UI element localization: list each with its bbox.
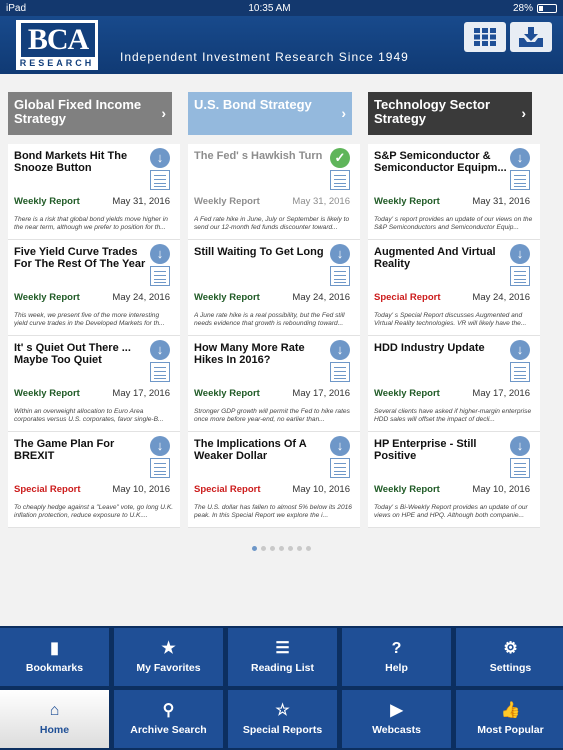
report-card[interactable] (8, 144, 180, 240)
report-date: May 24, 2016 (472, 292, 530, 303)
star-doc-icon: ☆ (275, 702, 290, 719)
report-title: The Fed' s Hawkish Turn (194, 150, 323, 162)
download-icon[interactable]: ↓ (510, 340, 530, 360)
report-title: S&P Semiconductor & Semiconductor Equipm... (374, 150, 507, 174)
document-icon[interactable] (330, 170, 350, 190)
report-date: May 10, 2016 (112, 484, 170, 495)
report-date: May 24, 2016 (292, 292, 350, 303)
report-type: Weekly Report (14, 196, 80, 207)
document-icon[interactable] (150, 170, 170, 190)
report-type: Special Report (14, 484, 81, 495)
page-dot[interactable] (306, 546, 311, 551)
report-date: May 17, 2016 (112, 388, 170, 399)
download-icon[interactable]: ↓ (510, 436, 530, 456)
home-icon: ⌂ (49, 702, 60, 719)
report-date: May 31, 2016 (112, 196, 170, 207)
tab-label: Special Reports (242, 724, 323, 736)
document-icon[interactable] (150, 362, 170, 382)
tagline: Independent Investment Research Since 1949 (120, 50, 409, 64)
chevron-right-icon: › (521, 105, 526, 121)
tab-label: Home (39, 724, 70, 736)
tab-reading-list[interactable] (228, 628, 337, 686)
report-title: The Implications Of A Weaker Dollar (194, 438, 307, 462)
report-type: Special Report (374, 292, 441, 303)
report-title: Bond Markets Hit The Snooze Button (14, 150, 128, 174)
report-date: May 31, 2016 (472, 196, 530, 207)
downloads-button[interactable] (510, 22, 552, 52)
tab-label: Webcasts (372, 724, 421, 736)
report-summary: There is a risk that global bond yields move higher in the near term, although we prefer to position for th... (14, 216, 168, 231)
report-card[interactable] (368, 240, 540, 336)
document-icon[interactable] (330, 458, 350, 478)
page-dot[interactable] (252, 546, 257, 551)
report-card[interactable] (368, 144, 540, 240)
report-title: Five Yield Curve Trades For The Rest Of The Year (14, 246, 146, 270)
report-summary: Today' s Bi-Weekly Report provides an update of our views on HPE and HPQ. Although both companie... (374, 504, 528, 519)
report-title: Still Waiting To Get Long (194, 246, 324, 258)
report-title: The Game Plan For BREXIT (14, 438, 115, 462)
report-card[interactable] (188, 240, 360, 336)
tab-label: Settings (489, 662, 532, 674)
tab-webcasts[interactable] (342, 690, 451, 748)
report-card[interactable] (188, 336, 360, 432)
gear-icon: ⚙ (503, 640, 518, 657)
report-type: Weekly Report (14, 292, 80, 303)
report-card[interactable] (368, 336, 540, 432)
report-date: May 17, 2016 (472, 388, 530, 399)
report-card[interactable] (8, 240, 180, 336)
report-date: May 24, 2016 (112, 292, 170, 303)
download-tray-icon (519, 27, 543, 47)
report-type: Weekly Report (374, 196, 440, 207)
report-date: May 10, 2016 (292, 484, 350, 495)
download-icon[interactable]: ↓ (150, 436, 170, 456)
report-summary: A June rate hike is a real possibility, but the Fed still needs evidence that growth is rebounding toward... (194, 312, 345, 327)
document-icon[interactable] (150, 266, 170, 286)
tab-most-popular[interactable] (456, 690, 563, 748)
report-type: Weekly Report (374, 388, 440, 399)
carrier-label: iPad (6, 2, 27, 14)
report-card[interactable] (188, 144, 360, 240)
document-icon[interactable] (330, 266, 350, 286)
document-icon[interactable] (510, 170, 530, 190)
page-dot[interactable] (288, 546, 293, 551)
document-icon[interactable] (150, 458, 170, 478)
report-type: Weekly Report (194, 388, 260, 399)
battery-icon (537, 4, 557, 13)
report-title: HP Enterprise - Still Positive (374, 438, 477, 462)
report-type: Weekly Report (374, 484, 440, 495)
report-card[interactable] (8, 336, 180, 432)
play-icon: ▶ (390, 702, 403, 719)
tab-label: Archive Search (130, 724, 207, 736)
column-header-title: Global Fixed Income Strategy (14, 97, 142, 126)
tab-label: Bookmarks (25, 662, 84, 674)
bca-logo: BCA RESEARCH (16, 20, 98, 70)
tab-special-reports[interactable] (228, 690, 337, 748)
column-header[interactable] (188, 92, 352, 135)
report-summary: Stronger GDP growth will permit the Fed to hike rates once more before year-end, no earlier than... (194, 408, 350, 423)
report-summary: A Fed rate hike in June, July or September is likely to send our 12-month fed funds discounter toward... (194, 216, 350, 231)
checkmark-icon[interactable]: ✓ (330, 148, 350, 168)
thumbs-up-icon: 👍 (500, 702, 521, 719)
report-card[interactable] (188, 432, 360, 528)
status-bar (0, 0, 563, 16)
report-card[interactable] (8, 432, 180, 528)
report-title: How Many More Rate Hikes In 2016? (194, 342, 305, 366)
download-icon[interactable]: ↓ (330, 340, 350, 360)
report-columns (0, 74, 563, 626)
column-header[interactable] (368, 92, 532, 135)
app-header (0, 16, 563, 74)
download-icon[interactable]: ↓ (150, 244, 170, 264)
tab-label: Help (385, 662, 408, 674)
column-header-title: U.S. Bond Strategy (194, 97, 312, 112)
download-icon[interactable]: ↓ (510, 148, 530, 168)
tab-label: My Favorites (136, 662, 201, 674)
battery-indicator (513, 3, 557, 14)
page-dot[interactable] (297, 546, 302, 551)
report-summary: This week, we present five of the more interesting yield curve trades in the Developed Markets for th... (14, 312, 165, 327)
page-indicator[interactable] (0, 546, 563, 551)
question-icon: ? (391, 640, 402, 657)
report-type: Weekly Report (194, 292, 260, 303)
download-icon[interactable]: ↓ (510, 244, 530, 264)
download-icon[interactable]: ↓ (330, 244, 350, 264)
bookmark-icon: ▮ (50, 640, 59, 657)
chevron-right-icon: › (161, 105, 166, 121)
report-summary: Within an overweight allocation to Euro Area corporates versus U.S. corporates, favor single-B... (14, 408, 164, 423)
clock: 10:35 AM (248, 2, 291, 14)
report-summary: Several clients have asked if higher-margin enterprise HDD sales will offset the impact of decli... (374, 408, 532, 423)
column-header-title: Technology Sector Strategy (374, 97, 491, 126)
download-icon[interactable]: ↓ (330, 436, 350, 456)
document-icon[interactable] (330, 362, 350, 382)
report-date: May 17, 2016 (292, 388, 350, 399)
report-type: Weekly Report (194, 196, 260, 207)
report-type: Special Report (194, 484, 261, 495)
star-icon: ★ (161, 640, 176, 657)
document-icon[interactable] (510, 266, 530, 286)
report-summary: To cheaply hedge against a "Leave" vote, go long U.K. inflation protection, reduce exposure to U.K.... (14, 504, 174, 519)
tab-help[interactable] (342, 628, 451, 686)
tab-settings[interactable] (456, 628, 563, 686)
tab-label: Reading List (250, 662, 314, 674)
report-title: It' s Quiet Out There ... Maybe Too Quiet (14, 342, 131, 366)
page-dot[interactable] (270, 546, 275, 551)
download-icon[interactable]: ↓ (150, 148, 170, 168)
report-card[interactable] (368, 432, 540, 528)
tab-archive-search[interactable] (114, 690, 223, 748)
tab-home[interactable] (0, 690, 109, 748)
report-date: May 31, 2016 (292, 196, 350, 207)
report-title: HDD Industry Update (374, 342, 485, 354)
tab-my-favorites[interactable] (114, 628, 223, 686)
report-title: Augmented And Virtual Reality (374, 246, 496, 270)
page-dot[interactable] (279, 546, 284, 551)
report-type: Weekly Report (14, 388, 80, 399)
grid-icon (474, 28, 496, 46)
document-icon[interactable] (510, 458, 530, 478)
list-icon: ☰ (275, 640, 290, 657)
search-icon: ⚲ (162, 702, 175, 719)
download-icon[interactable]: ↓ (150, 340, 170, 360)
tab-label: Most Popular (477, 724, 544, 736)
chevron-right-icon: › (341, 105, 346, 121)
column-header[interactable] (8, 92, 172, 135)
document-icon[interactable] (510, 362, 530, 382)
report-date: May 10, 2016 (472, 484, 530, 495)
page-dot[interactable] (261, 546, 266, 551)
report-summary: The U.S. dollar has fallen to almost 5% below its 2016 peak. In this Special Report we explore the i... (194, 504, 352, 519)
battery-percent: 28% (512, 2, 533, 14)
bottom-tab-bar (0, 626, 563, 750)
report-summary: Today' s Special Report discusses Augmented and Virtual Reality technologies. VR will likely have the... (374, 312, 527, 327)
grid-view-button[interactable] (464, 22, 506, 52)
tab-bookmarks[interactable] (0, 628, 109, 686)
report-summary: Today' s report provides an update of our views on the S&P Semiconductors and Semiconductor Equip... (374, 216, 533, 231)
